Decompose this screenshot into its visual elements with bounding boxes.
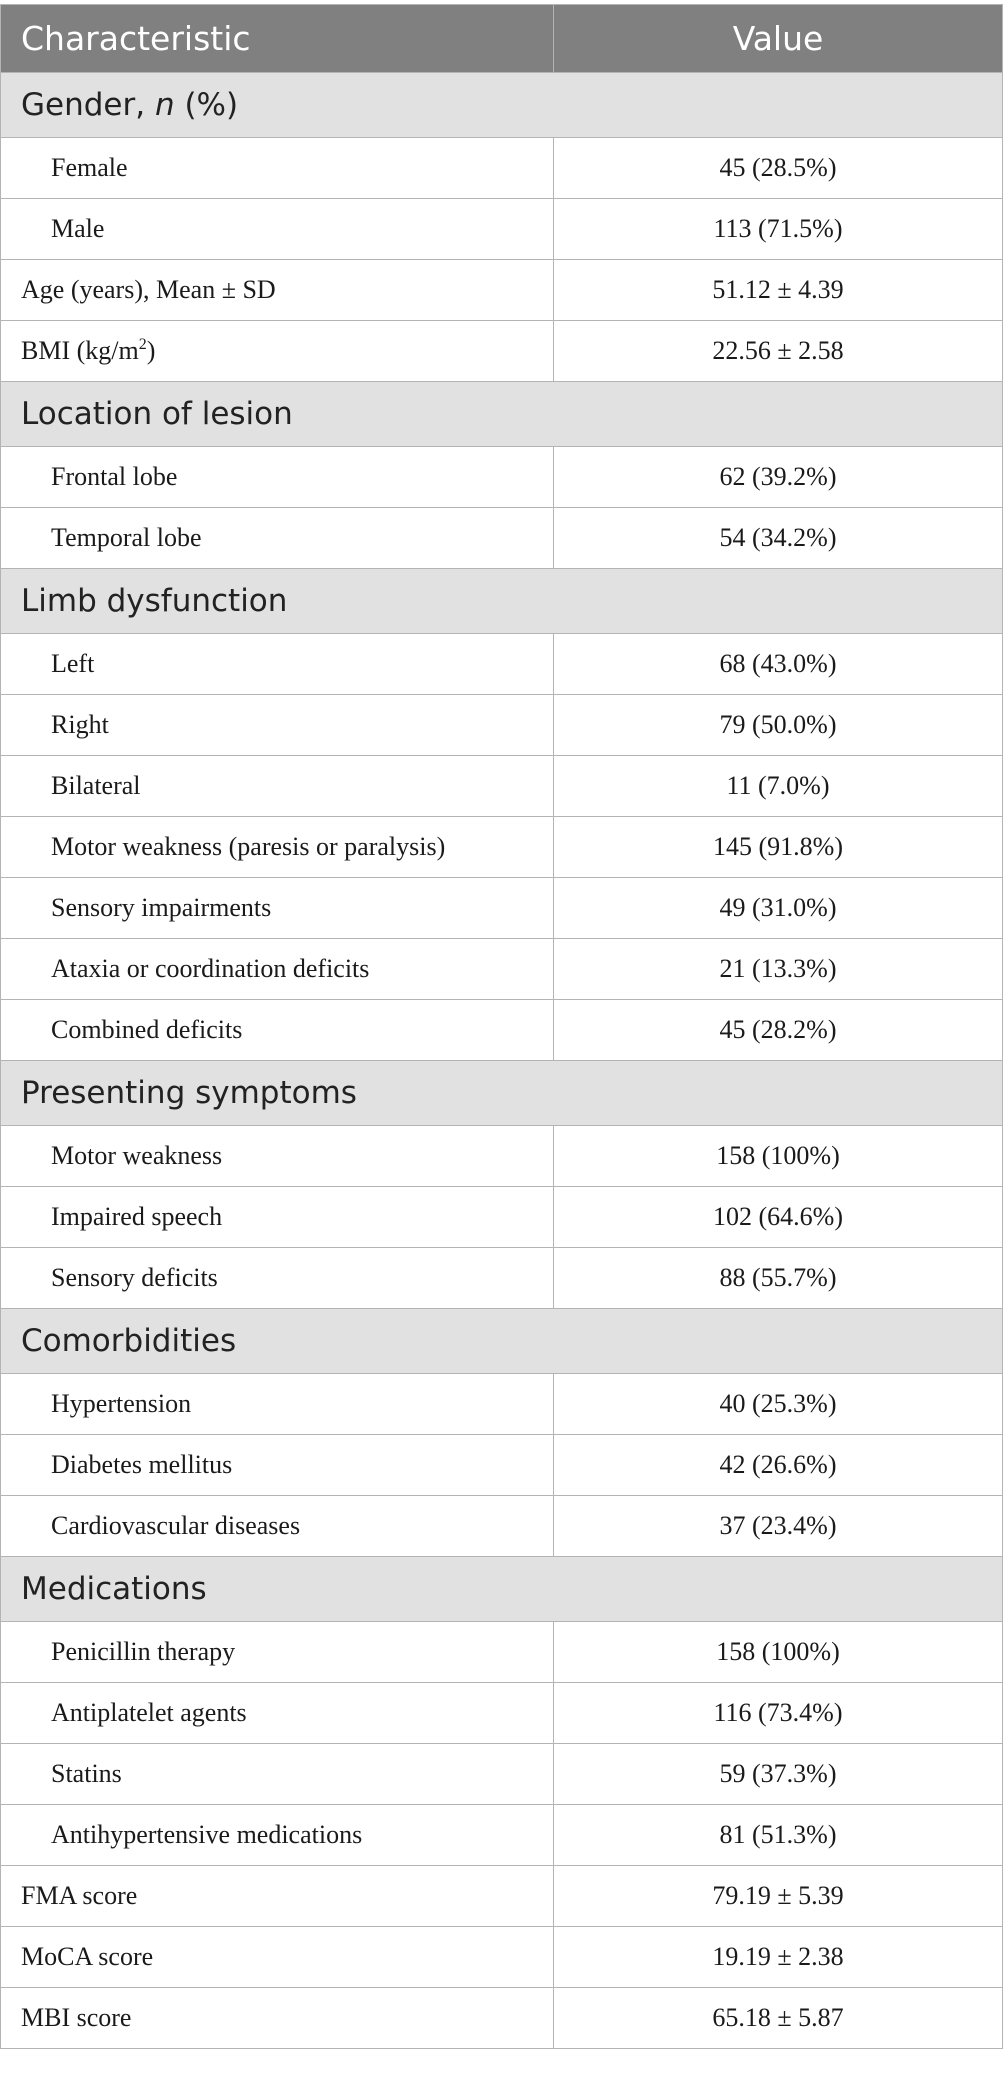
table-row [1,1248,1003,1309]
row-label: Cardiovascular diseases [1,1496,554,1557]
table-row [1,939,1003,1000]
row-value: 158 (100%) [554,1126,1003,1187]
table-row [1,1435,1003,1496]
row-value: 21 (13.3%) [554,939,1003,1000]
table-row [1,1126,1003,1187]
row-label: Sensory impairments [1,878,554,939]
section-row-symptoms [1,1061,1003,1126]
row-value: 65.18 ± 5.87 [554,1988,1003,2049]
table-row [1,1496,1003,1557]
row-label: Ataxia or coordination deficits [1,939,554,1000]
table-row [1,1000,1003,1061]
row-label: Temporal lobe [1,508,554,569]
bmi-label-text: BMI (kg/m [21,336,139,365]
row-value: 45 (28.2%) [554,1000,1003,1061]
section-title-limb: Limb dysfunction [1,569,1003,634]
row-value: 42 (26.6%) [554,1435,1003,1496]
row-label: Hypertension [1,1374,554,1435]
section-title-comorbidities: Comorbidities [1,1309,1003,1374]
row-label: Impaired speech [1,1187,554,1248]
table-row [1,634,1003,695]
row-value: 59 (37.3%) [554,1744,1003,1805]
table-row [1,1927,1003,1988]
row-label: MoCA score [1,1927,554,1988]
section-title-gender [1,73,1003,138]
row-value: 49 (31.0%) [554,878,1003,939]
table-row [1,1988,1003,2049]
row-label: Motor weakness [1,1126,554,1187]
header-characteristic: Characteristic [1,5,554,73]
row-label: Sensory deficits [1,1248,554,1309]
row-label: MBI score [1,1988,554,2049]
header-value: Value [554,5,1003,73]
table-header-row [1,5,1003,73]
row-value: 68 (43.0%) [554,634,1003,695]
table-row [1,321,1003,382]
table-row [1,138,1003,199]
bmi-superscript: 2 [138,336,147,353]
row-value: 88 (55.7%) [554,1248,1003,1309]
row-label: Female [1,138,554,199]
row-label: Left [1,634,554,695]
row-label: Right [1,695,554,756]
row-label: Antiplatelet agents [1,1683,554,1744]
row-label: Male [1,199,554,260]
table-row [1,1374,1003,1435]
section-title-suffix: (%) [174,87,239,123]
section-row-medications [1,1557,1003,1622]
row-value: 113 (71.5%) [554,199,1003,260]
row-value: 19.19 ± 2.38 [554,1927,1003,1988]
row-label: Bilateral [1,756,554,817]
section-row-limb [1,569,1003,634]
row-value: 79.19 ± 5.39 [554,1866,1003,1927]
table-row [1,199,1003,260]
row-label: Antihypertensive medications [1,1805,554,1866]
section-row-comorbidities [1,1309,1003,1374]
row-value: 22.56 ± 2.58 [554,321,1003,382]
table-row [1,1866,1003,1927]
row-value: 37 (23.4%) [554,1496,1003,1557]
section-title-symptoms: Presenting symptoms [1,1061,1003,1126]
row-label: Combined deficits [1,1000,554,1061]
bmi-label-suffix: ) [146,336,156,365]
section-row-gender [1,73,1003,138]
section-title-text: Gender, [21,87,155,123]
table-row [1,878,1003,939]
row-label: Diabetes mellitus [1,1435,554,1496]
row-value: 51.12 ± 4.39 [554,260,1003,321]
table-row [1,260,1003,321]
table-row [1,1187,1003,1248]
row-value: 45 (28.5%) [554,138,1003,199]
table-row [1,695,1003,756]
table-row [1,756,1003,817]
characteristics-table [0,4,1003,2049]
table-row [1,508,1003,569]
row-label: Motor weakness (paresis or paralysis) [1,817,554,878]
section-title-location: Location of lesion [1,382,1003,447]
row-label: Statins [1,1744,554,1805]
row-value: 54 (34.2%) [554,508,1003,569]
section-title-italic-n: n [154,87,175,123]
row-value: 102 (64.6%) [554,1187,1003,1248]
row-value: 81 (51.3%) [554,1805,1003,1866]
row-label: Penicillin therapy [1,1622,554,1683]
table-row [1,447,1003,508]
section-title-medications: Medications [1,1557,1003,1622]
characteristics-table-container [0,4,1002,2049]
row-value: 145 (91.8%) [554,817,1003,878]
table-row [1,1683,1003,1744]
row-label: Age (years), Mean ± SD [1,260,554,321]
row-value: 79 (50.0%) [554,695,1003,756]
row-value: 40 (25.3%) [554,1374,1003,1435]
table-row [1,1622,1003,1683]
table-row [1,817,1003,878]
row-label-bmi [1,321,554,382]
table-row [1,1805,1003,1866]
row-value: 11 (7.0%) [554,756,1003,817]
table-row [1,1744,1003,1805]
row-value: 158 (100%) [554,1622,1003,1683]
row-value: 62 (39.2%) [554,447,1003,508]
row-label: Frontal lobe [1,447,554,508]
row-value: 116 (73.4%) [554,1683,1003,1744]
section-row-location [1,382,1003,447]
row-label: FMA score [1,1866,554,1927]
